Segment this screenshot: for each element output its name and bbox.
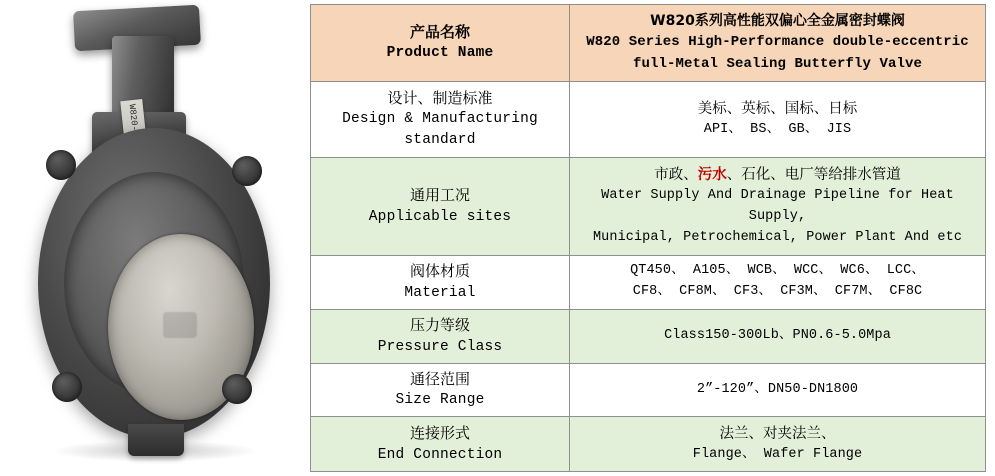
value-line-en-1: 2”-120”、DN50-DN1800 — [696, 381, 859, 397]
valve-bottom-boss — [128, 424, 184, 456]
value-line-en-1: Class150-300Lb、PN0.6-5.0Mpa — [664, 327, 891, 343]
spec-table-pane — [310, 0, 995, 476]
value-line-cn: W820系列高性能双偏心全金属密封蝶阀 — [650, 12, 905, 29]
row-label-applicable-sites — [311, 157, 570, 255]
table-row — [311, 417, 986, 472]
valve-disc-marking — [163, 312, 197, 338]
row-label-product-name — [311, 5, 570, 82]
applicable-sites-cn-part1: 市政、 — [654, 166, 698, 183]
value-line-en-1: Water Supply And Drainage Pipeline for Heat Supply, — [601, 188, 954, 225]
applicable-sites-highlight: 污水 — [697, 166, 727, 183]
row-label-pressure-class — [311, 309, 570, 363]
label-cn: 连接形式 — [409, 423, 470, 442]
value-line-en-2: full-Metal Sealing Butterfly Valve — [632, 55, 923, 72]
value-line-en-1: QT450、 A105、 WCB、 WCC、 WC6、 LCC、 — [630, 263, 925, 279]
butterfly-valve-photo — [0, 0, 310, 476]
label-cn: 通径范围 — [409, 369, 470, 388]
row-value-design-standard — [570, 82, 986, 158]
row-value-pressure-class — [570, 309, 986, 363]
row-label-size-range — [311, 363, 570, 417]
row-value-material — [570, 255, 986, 309]
row-value-end-connection — [570, 417, 986, 472]
table-row — [311, 157, 986, 255]
label-cn: 通用工况 — [409, 185, 470, 204]
applicable-sites-cn-part2: 、石化、电厂等给排水管道 — [726, 166, 901, 183]
value-line-cn: 法兰、对夹法兰、 — [719, 425, 836, 442]
row-value-product-name — [570, 5, 986, 82]
valve-body-bore — [64, 172, 244, 394]
product-spec-table — [310, 4, 986, 472]
valve-lug-bottom-left — [52, 372, 82, 402]
value-line-cn-highlighted — [576, 164, 979, 186]
row-label-design-standard — [311, 82, 570, 158]
row-value-applicable-sites — [570, 157, 986, 255]
label-cn: 压力等级 — [409, 315, 470, 334]
value-line-en-1: Flange、 Wafer Flange — [692, 446, 863, 462]
table-row — [311, 5, 986, 82]
value-line-cn: 美标、英标、国标、日标 — [697, 100, 858, 117]
label-en: Pressure Class — [377, 338, 503, 355]
value-line-en-1: W820 Series High-Performance double-eccentric — [586, 34, 969, 51]
label-en: End Connection — [377, 446, 503, 463]
value-line-en-1: API、 BS、 GB、 JIS — [703, 122, 852, 138]
row-label-end-connection — [311, 417, 570, 472]
label-en: Product Name — [386, 45, 494, 62]
value-line-en-2: CF8、 CF8M、 CF3、 CF3M、 CF7M、 CF8C — [632, 284, 923, 300]
row-value-size-range — [570, 363, 986, 417]
valve-lug-top-right — [232, 156, 262, 186]
table-row — [311, 363, 986, 417]
label-cn: 设计、制造标准 — [387, 88, 493, 107]
label-en: Material — [404, 284, 476, 301]
label-cn: 产品名称 — [409, 22, 470, 41]
row-label-material — [311, 255, 570, 309]
valve-lug-top-left — [46, 150, 76, 180]
valve-lug-bottom-right — [222, 374, 252, 404]
label-cn: 阀体材质 — [409, 261, 470, 280]
product-image-pane — [0, 0, 310, 476]
label-en: Design & Manufacturing standard — [342, 111, 538, 149]
table-row — [311, 309, 986, 363]
label-en: Applicable sites — [368, 208, 512, 225]
table-row — [311, 82, 986, 158]
table-row — [311, 255, 986, 309]
value-line-en-2: Municipal, Petrochemical, Power Plant And etc — [592, 230, 963, 246]
label-en: Size Range — [395, 392, 485, 409]
